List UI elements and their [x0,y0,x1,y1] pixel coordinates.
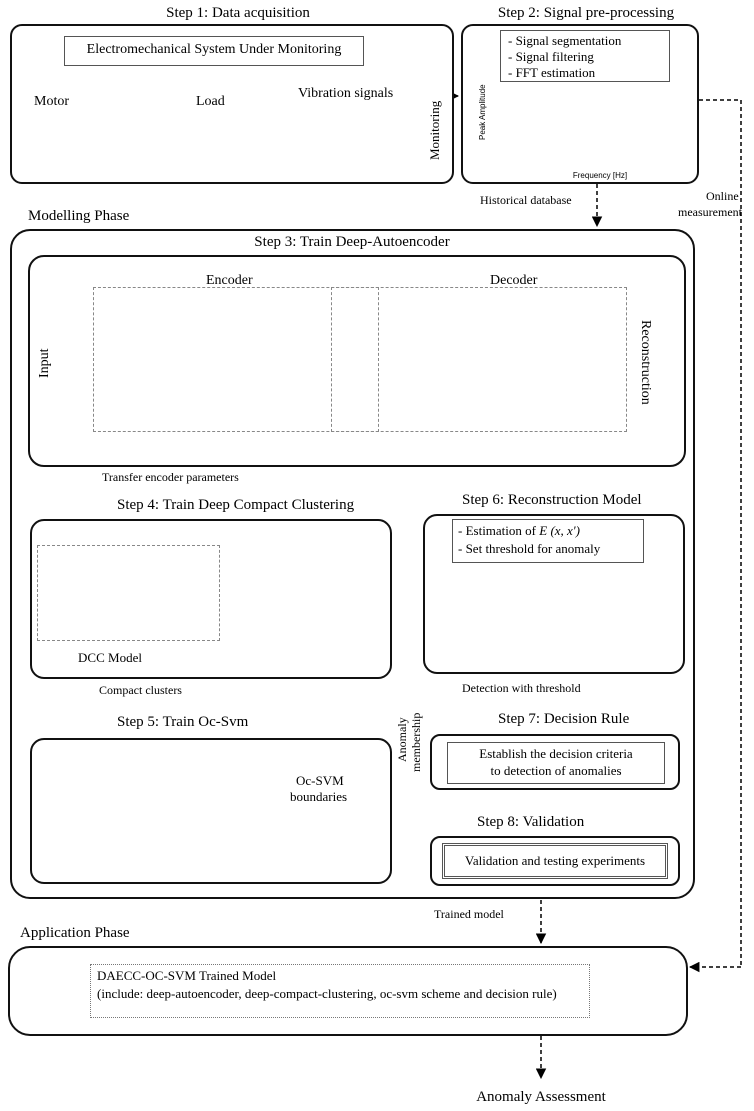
threshold-line: - Set threshold for anomaly [458,541,601,556]
decision-line-2: to detection of anomalies [490,763,622,778]
encoder-label: Encoder [206,273,253,288]
fft-xlabel: Frequency [Hz] [572,171,628,180]
trained-model-line-2: (include: deep-autoencoder, deep-compact-clustering, oc-svm scheme and decision rule) [97,986,557,1001]
online-line [699,100,741,967]
application-phase-label: Application Phase [20,925,130,941]
decision-line-1: Establish the decision criteria [479,746,633,761]
step7-title: Step 7: Decision Rule [498,711,630,727]
online-label-2: measurement [678,205,742,219]
vibration-label: Vibration signals [298,86,394,101]
dcc-model-label: DCC Model [78,650,142,665]
compact-label: Compact clusters [99,683,182,697]
trained-model-line-1: DAECC-OC-SVM Trained Model [97,968,277,983]
estimation-prefix: - Estimation of [458,523,540,538]
ocsvm-label-2: boundaries [290,789,348,804]
input-label: Input [37,348,52,378]
preprocessing-item-3: - FFT estimation [508,65,596,80]
step1-title: Step 1: Data acquisition [166,5,310,21]
step5-title: Step 5: Train Oc-Svm [117,714,249,730]
estimation-line [458,524,580,537]
step6-title: Step 6: Reconstruction Model [462,492,642,508]
online-label-1: Online [706,189,739,203]
anomaly-assessment-label: Anomaly Assessment [476,1089,606,1105]
system-label: Electromechanical System Under Monitoring [86,42,342,57]
step3-title: Step 3: Train Deep-Autoencoder [254,234,450,250]
step8-title: Step 8: Validation [477,814,585,830]
modelling-phase-label: Modelling Phase [28,208,130,224]
fft-ylabel: Peak Amplitude [478,84,487,140]
step2-title: Step 2: Signal pre-processing [497,5,675,21]
load-label: Load [196,94,225,109]
step5-box [30,738,392,884]
transfer-label: Transfer encoder parameters [102,470,239,484]
trained-label: Trained model [434,907,504,921]
step4-title: Step 4: Train Deep Compact Clustering [117,497,355,513]
validation-text: Validation and testing experiments [464,853,646,868]
monitoring-label: Monitoring [427,100,442,160]
preprocessing-item-2: - Signal filtering [508,49,594,64]
ocsvm-label-1: Oc-SVM [296,773,344,788]
reconstruction-label: Reconstruction [638,320,653,405]
anomaly-label-2: membership [409,712,423,772]
estimation-math: E (x, x') [539,523,580,538]
historical-label: Historical database [480,193,572,207]
detection-label: Detection with threshold [462,681,581,695]
preprocessing-item-1: - Signal segmentation [508,33,622,48]
anomaly-label-1: Anomaly [395,717,409,762]
decoder-region [331,287,627,432]
motor-label: Motor [34,94,69,109]
dcc-net-region [37,545,220,641]
decoder-label: Decoder [490,273,538,288]
